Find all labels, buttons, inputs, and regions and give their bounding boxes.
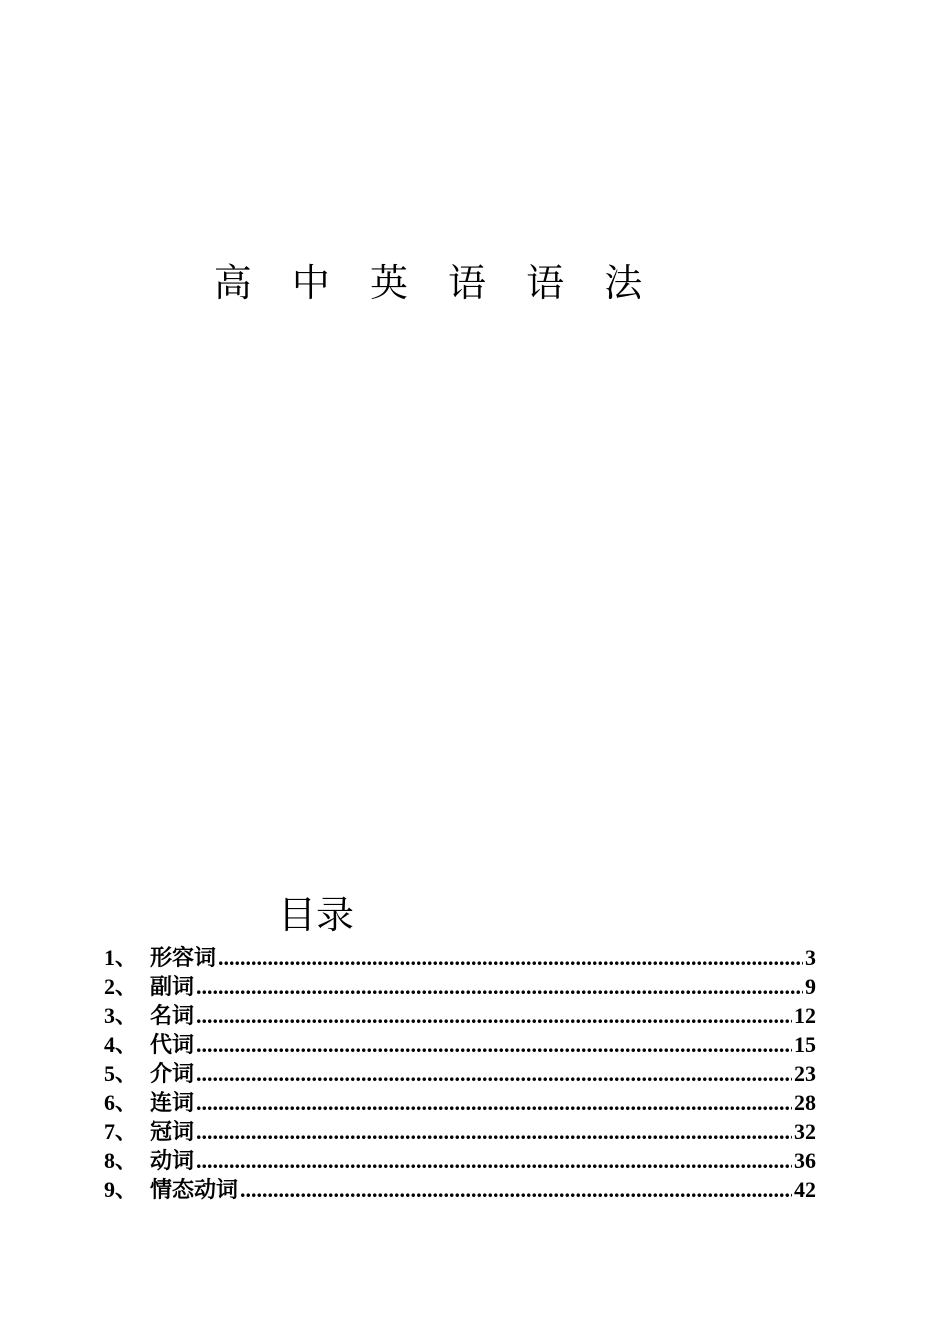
toc-entry-number: 2、 — [104, 974, 138, 999]
toc-entry-number: 1、 — [104, 945, 138, 970]
toc-entry-number: 8、 — [104, 1148, 138, 1173]
toc-entry-noun[interactable] — [104, 1001, 816, 1030]
toc-entry-page: 32 — [794, 1119, 816, 1144]
toc-entry-label: 冠词 — [150, 1120, 195, 1145]
toc-entry-preposition[interactable] — [104, 1059, 816, 1088]
toc-entry-page: 36 — [794, 1148, 816, 1173]
toc-entry-page: 28 — [794, 1090, 816, 1115]
toc-entry-page: 3 — [805, 945, 816, 970]
toc-dot-leader — [196, 1088, 792, 1117]
toc-entry-label: 副词 — [150, 975, 195, 1000]
toc-dot-leader — [218, 943, 803, 972]
toc-entry-number: 3、 — [104, 1003, 138, 1028]
toc-entry-label: 连词 — [150, 1091, 195, 1116]
toc-entry-label: 代词 — [150, 1033, 195, 1058]
toc-entry-number: 5、 — [104, 1061, 138, 1086]
toc-entry-conjunction[interactable] — [104, 1088, 816, 1117]
toc-entry-number: 6、 — [104, 1090, 138, 1115]
toc-dot-leader — [196, 1146, 792, 1175]
toc-dot-leader — [196, 1059, 792, 1088]
toc-entry-pronoun[interactable] — [104, 1030, 816, 1059]
toc-entry-label: 情态动词 — [150, 1178, 239, 1203]
toc-entry-adjective[interactable] — [104, 943, 816, 972]
toc-entry-page: 9 — [805, 974, 816, 999]
toc-entry-number: 9、 — [104, 1177, 138, 1202]
toc-entry-adverb[interactable] — [104, 972, 816, 1001]
toc-dot-leader — [196, 1030, 792, 1059]
table-of-contents — [104, 943, 816, 1204]
toc-entry-article[interactable] — [104, 1117, 816, 1146]
toc-entry-page: 42 — [794, 1177, 816, 1202]
toc-entry-page: 15 — [794, 1032, 816, 1057]
toc-entry-verb[interactable] — [104, 1146, 816, 1175]
document-title: 高 中 英 语 语 法 — [213, 261, 657, 305]
toc-dot-leader — [196, 1117, 792, 1146]
toc-heading: 目录 — [278, 893, 355, 937]
toc-dot-leader — [196, 972, 803, 1001]
toc-entry-page: 23 — [794, 1061, 816, 1086]
toc-entry-label: 动词 — [150, 1149, 195, 1174]
toc-entry-label: 形容词 — [150, 946, 217, 971]
toc-entry-number: 4、 — [104, 1032, 138, 1057]
toc-entry-label: 介词 — [150, 1062, 195, 1087]
toc-entry-page: 12 — [794, 1003, 816, 1028]
toc-dot-leader — [240, 1175, 792, 1204]
toc-entry-label: 名词 — [150, 1004, 195, 1029]
toc-dot-leader — [196, 1001, 792, 1030]
toc-entry-modal-verb[interactable] — [104, 1175, 816, 1204]
toc-entry-number: 7、 — [104, 1119, 138, 1144]
